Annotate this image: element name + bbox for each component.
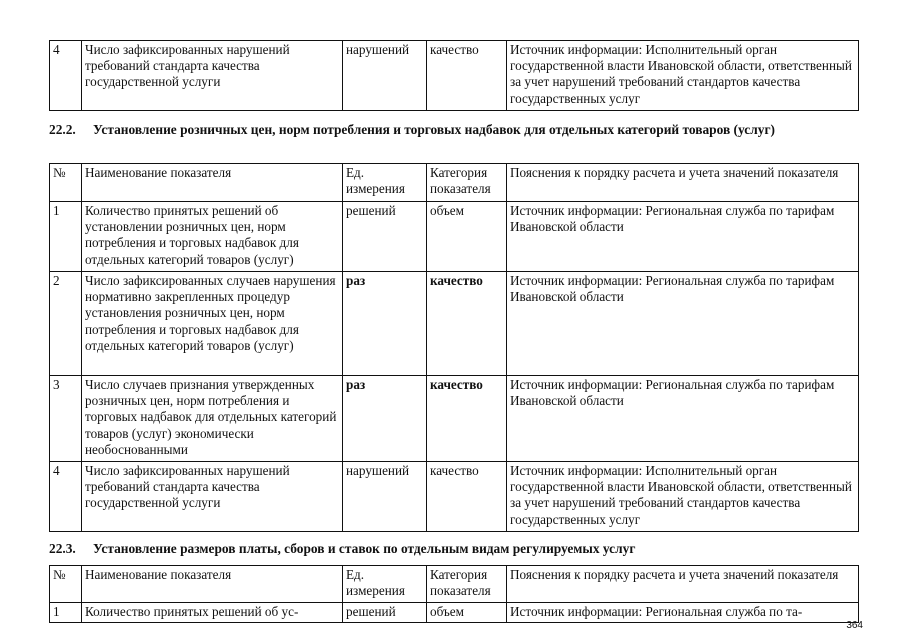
table-row	[50, 41, 859, 111]
unit-of-measure: раз	[343, 376, 427, 462]
indicator-name: Число случаев признания утвержденных розничных цен, норм потребления и торговых надбавок для отдельных категорий товаров (услуг) экономически необоснованными	[82, 376, 343, 462]
indicator-category: качество	[427, 272, 507, 376]
table-row	[50, 462, 859, 532]
calculation-explanation: Источник информации: Региональная служба по тарифам Ивановской области	[507, 202, 859, 272]
calculation-explanation: Источник информации: Региональная служба по тарифам Ивановской области	[507, 272, 859, 376]
indicator-name: Число зафиксированных случаев нарушения нормативно закрепленных процедур установления розничных цен, норм потребления и торговых надбавок для отдельных категорий товаров (услуг)	[82, 272, 343, 376]
header-unit: Ед. измерения	[343, 164, 427, 202]
row-number: 2	[50, 272, 82, 376]
indicator-category: качество	[427, 376, 507, 462]
table-row	[50, 376, 859, 462]
row-number: 4	[50, 462, 82, 532]
section-heading-22-3	[49, 541, 858, 557]
table-header-row	[50, 164, 859, 202]
indicator-category: качество	[427, 41, 507, 111]
header-explanation: Пояснения к порядку расчета и учета значений показателя	[507, 164, 859, 202]
header-number: №	[50, 566, 82, 603]
indicator-category: качество	[427, 462, 507, 532]
previous-section-table	[49, 40, 859, 111]
indicator-category: объем	[427, 202, 507, 272]
unit-of-measure: решений	[343, 603, 427, 623]
unit-of-measure: решений	[343, 202, 427, 272]
unit-of-measure: раз	[343, 272, 427, 376]
table-row	[50, 603, 859, 623]
row-number: 1	[50, 603, 82, 623]
header-category: Категория показателя	[427, 566, 507, 603]
indicator-name: Число зафиксированных нарушений требований стандарта качества государственной услуги	[82, 41, 343, 111]
table-row	[50, 202, 859, 272]
row-number: 3	[50, 376, 82, 462]
header-unit: Ед. измерения	[343, 566, 427, 603]
section-number: 22.3.	[49, 541, 76, 556]
section-22-3-table	[49, 565, 859, 623]
section-number: 22.2.	[49, 122, 76, 137]
unit-of-measure: нарушений	[343, 462, 427, 532]
header-name: Наименование показателя	[82, 164, 343, 202]
indicator-category: объем	[427, 603, 507, 623]
header-name: Наименование показателя	[82, 566, 343, 603]
header-explanation: Пояснения к порядку расчета и учета значений показателя	[507, 566, 859, 603]
page-number: 364	[846, 620, 863, 631]
calculation-explanation: Источник информации: Региональная служба по тарифам Ивановской области	[507, 376, 859, 462]
section-title: Установление розничных цен, норм потребления и торговых надбавок для отдельных категорий товаров (услуг)	[93, 122, 775, 137]
section-22-2-table	[49, 163, 859, 532]
section-heading-22-2	[49, 122, 858, 138]
indicator-name: Количество принятых решений об установлении розничных цен, норм потребления и торговых надбавок для отдельных категорий товаров (услуг)	[82, 202, 343, 272]
unit-of-measure: нарушений	[343, 41, 427, 111]
header-number: №	[50, 164, 82, 202]
table-row	[50, 272, 859, 376]
row-number: 1	[50, 202, 82, 272]
calculation-explanation: Источник информации: Региональная служба по та-	[507, 603, 859, 623]
row-number: 4	[50, 41, 82, 111]
section-title: Установление размеров платы, сборов и ставок по отдельным видам регулируемых услуг	[93, 541, 636, 556]
indicator-name: Количество принятых решений об ус-	[82, 603, 343, 623]
header-category: Категория показателя	[427, 164, 507, 202]
indicator-name: Число зафиксированных нарушений требований стандарта качества государственной услуги	[82, 462, 343, 532]
calculation-explanation: Источник информации: Исполнительный орган государственной власти Ивановской области, ответственный за учет нарушений требований стандартов качества государственных услуг	[507, 41, 859, 111]
table-header-row	[50, 566, 859, 603]
calculation-explanation: Источник информации: Исполнительный орган государственной власти Ивановской области, ответственный за учет нарушений требований стандартов качества государственных услуг	[507, 462, 859, 532]
